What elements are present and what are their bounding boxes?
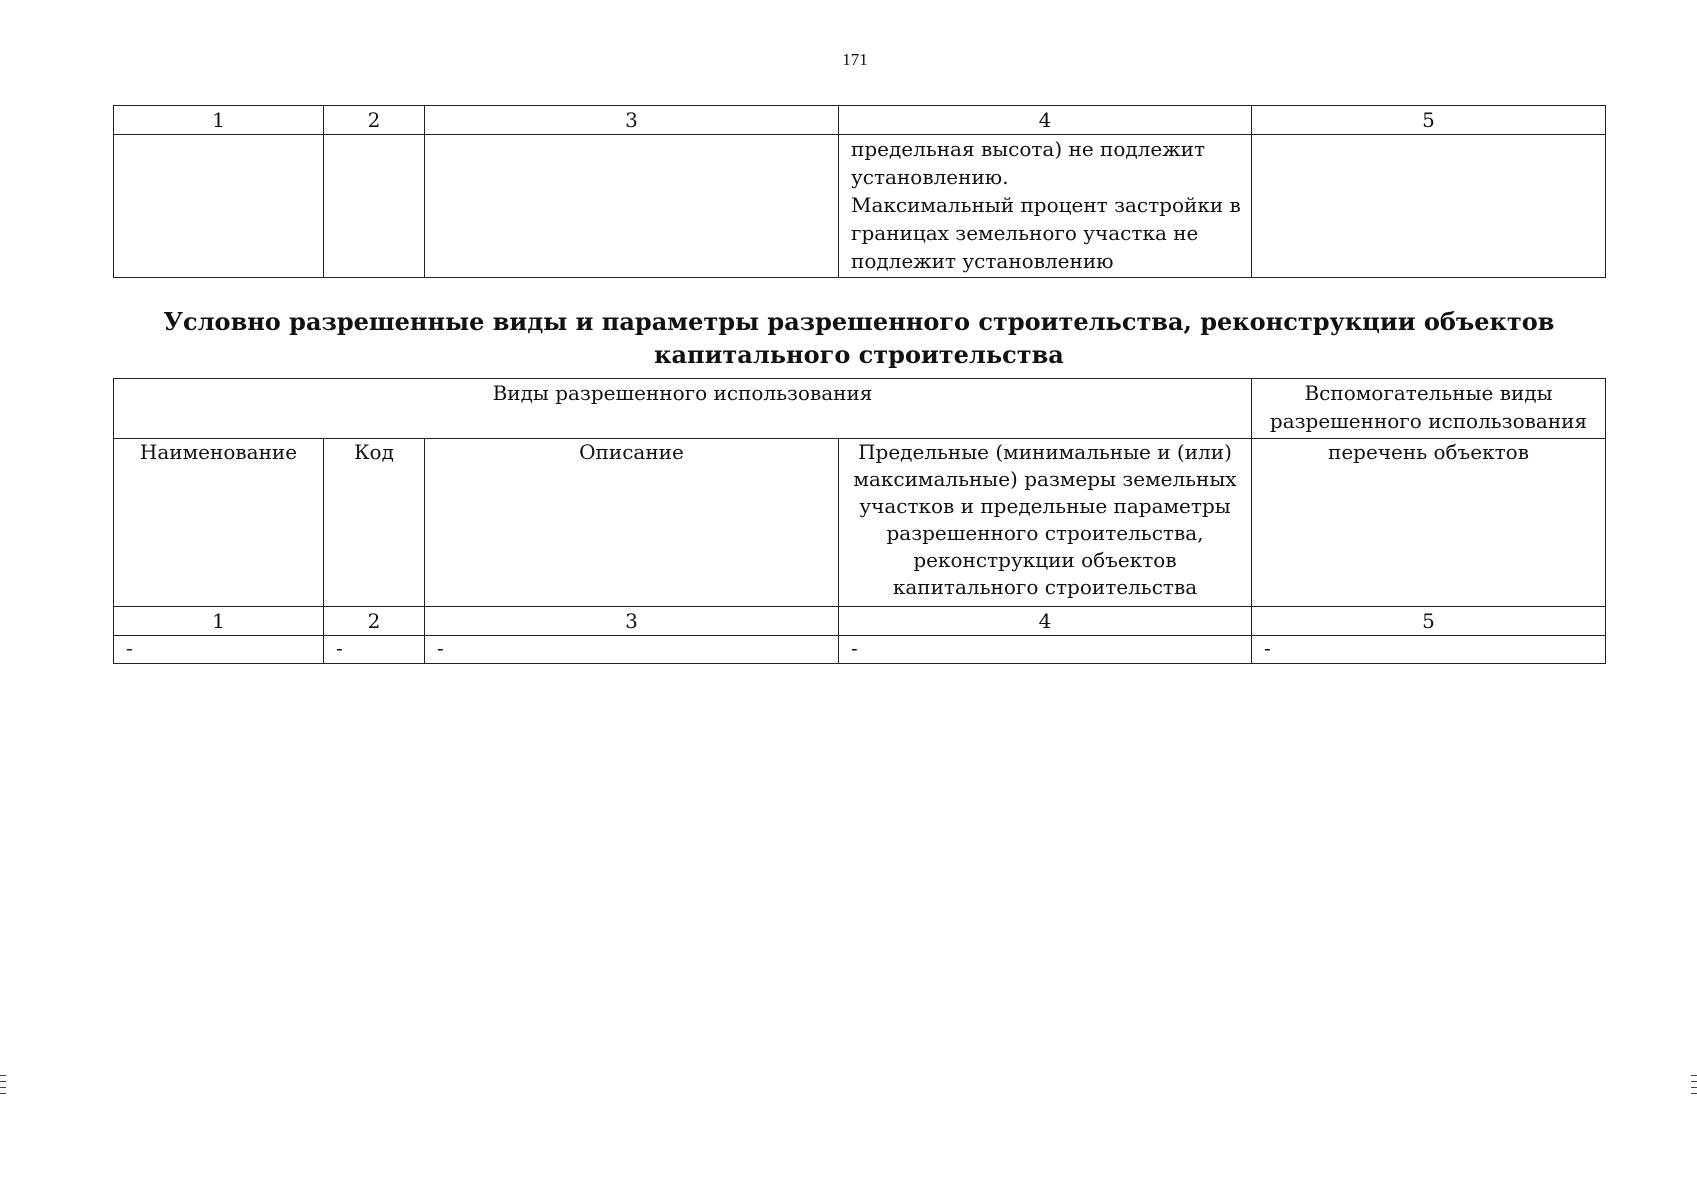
section-title-line: Условно разрешенные виды и параметры разрешенного строительства, реконструкции объектов bbox=[163, 307, 1555, 336]
column-number: 2 bbox=[324, 607, 425, 636]
page-number: 171 bbox=[842, 50, 868, 69]
column-number: 1 bbox=[114, 106, 324, 135]
scan-edge-mark bbox=[0, 1087, 6, 1088]
table-cell: - bbox=[324, 636, 425, 664]
column-number: 5 bbox=[1252, 106, 1606, 135]
column-header-row bbox=[114, 439, 1606, 607]
text-line: разрешенного строительства, bbox=[886, 521, 1204, 545]
table-cell bbox=[324, 135, 425, 278]
column-number: 5 bbox=[1252, 607, 1606, 636]
column-number: 4 bbox=[839, 106, 1252, 135]
text-line: реконструкции объектов bbox=[913, 548, 1177, 572]
scan-edge-mark bbox=[1691, 1093, 1697, 1094]
table-cell: - bbox=[425, 636, 839, 664]
column-number-row bbox=[114, 607, 1606, 636]
group-header-row bbox=[114, 379, 1606, 439]
text-line: подлежит установлению bbox=[851, 249, 1114, 273]
limits-cell bbox=[839, 135, 1252, 278]
table-row bbox=[114, 135, 1606, 278]
column-number: 1 bbox=[114, 607, 324, 636]
table-cell bbox=[114, 135, 324, 278]
text-line: границах земельного участка не bbox=[851, 221, 1199, 245]
top-table bbox=[113, 105, 1606, 278]
text-line: установлению. bbox=[851, 165, 1009, 189]
conditional-uses-table bbox=[113, 378, 1606, 664]
scan-edge-mark bbox=[1691, 1081, 1697, 1082]
text-line: Максимальный процент застройки в bbox=[851, 193, 1241, 217]
column-number-row bbox=[114, 106, 1606, 135]
column-number: 3 bbox=[425, 607, 839, 636]
text-line: Вспомогательные виды bbox=[1304, 381, 1553, 405]
scan-edge-mark bbox=[1691, 1087, 1697, 1088]
column-number: 4 bbox=[839, 607, 1252, 636]
column-number: 2 bbox=[324, 106, 425, 135]
scan-edge-mark bbox=[1691, 1075, 1697, 1076]
header-limits bbox=[839, 439, 1252, 607]
text-line: участков и предельные параметры bbox=[859, 494, 1231, 518]
table-cell bbox=[425, 135, 839, 278]
text-line: Предельные (минимальные и (или) bbox=[858, 440, 1232, 464]
group-header-main: Виды разрешенного использования bbox=[114, 379, 1252, 439]
text-line: капитального строительства bbox=[892, 575, 1198, 599]
column-number: 3 bbox=[425, 106, 839, 135]
table-row bbox=[114, 636, 1606, 664]
text-line: предельная высота) не подлежит bbox=[851, 137, 1206, 161]
scan-edge-mark bbox=[0, 1093, 6, 1094]
scan-edge-mark bbox=[0, 1081, 6, 1082]
table-cell: - bbox=[1252, 636, 1606, 664]
table-cell: - bbox=[114, 636, 324, 664]
header-code: Код bbox=[324, 439, 425, 607]
header-description: Описание bbox=[425, 439, 839, 607]
text-line: максимальные) размеры земельных bbox=[853, 467, 1237, 491]
scan-edge-mark bbox=[0, 1075, 6, 1076]
text-line: разрешенного использования bbox=[1269, 409, 1588, 433]
table-cell bbox=[1252, 135, 1606, 278]
section-title bbox=[113, 305, 1605, 371]
table-cell: - bbox=[839, 636, 1252, 664]
header-name: Наименование bbox=[114, 439, 324, 607]
group-header-aux bbox=[1252, 379, 1606, 439]
header-objects: перечень объектов bbox=[1252, 439, 1606, 607]
section-title-line: капитального строительства bbox=[654, 340, 1064, 369]
